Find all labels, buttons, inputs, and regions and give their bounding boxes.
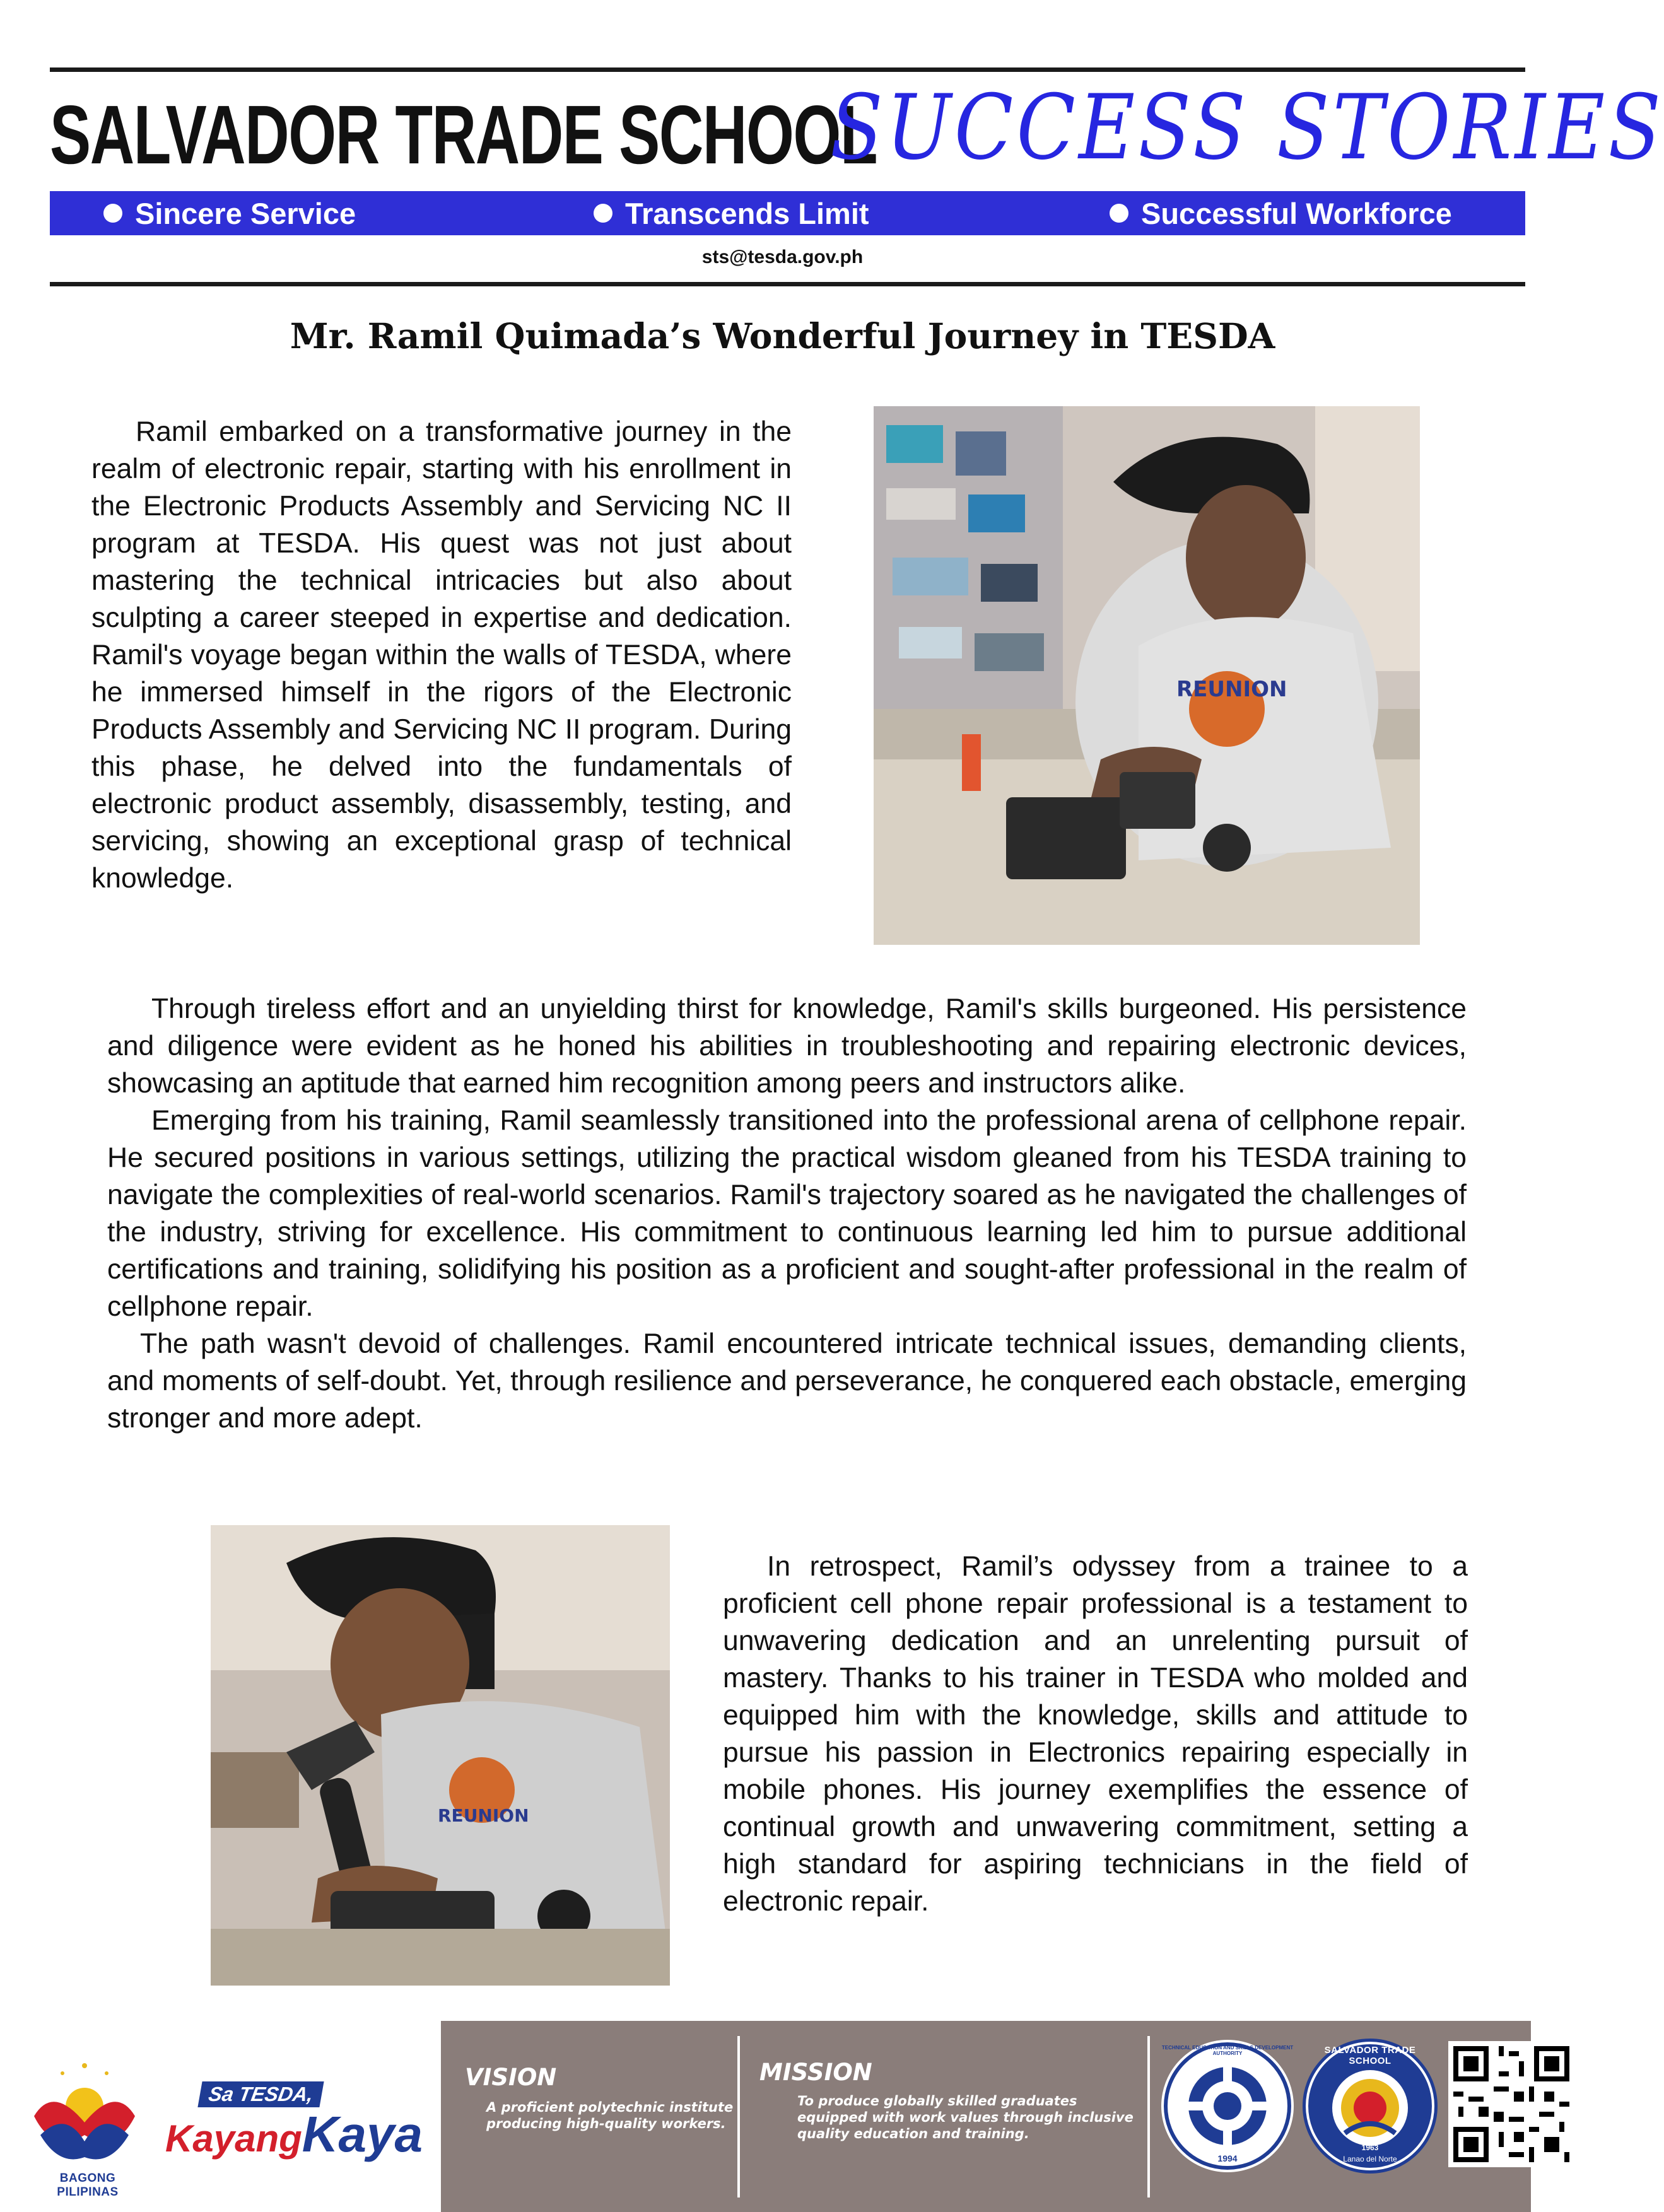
motto-item: Successful Workforce [1110, 196, 1452, 231]
footer-divider [1147, 2036, 1150, 2197]
footer-divider [737, 2036, 740, 2197]
header-bottom-rule [50, 282, 1525, 286]
sts-seal-year: 1963 [1361, 2143, 1379, 2152]
footer-bar [441, 2021, 1531, 2212]
bagong-pilipinas-emblem-icon [28, 2040, 141, 2167]
bullet-icon [1110, 204, 1128, 223]
motto-bar [50, 191, 1525, 235]
shirt-text: REUNION [438, 1805, 529, 1826]
photo-2-illustration [211, 1525, 670, 1986]
intro-paragraph: Ramil embarked on a transformative journey in the realm of electronic repair, starting with his enrollment in the Electronic Products Assembly and Servicing NC II program at TESDA. His quest was not just about mastering the technical intricacies but also about sculpting a career steeped in expertise and dedication. Ramil's voyage began within the walls of TESDA, where he immersed himself in the rigors of the Electronic Products Assembly and Servicing NC II program. During this phase, he delved into the fundamentals of electronic product assembly, disassembly, testing, and servicing, showing an exceptional grasp of technical knowledge. [91, 416, 792, 894]
contact-email[interactable]: sts@tesda.gov.ph [701, 247, 864, 267]
body-paragraph-3: The path wasn't devoid of challenges. Ramil encountered intricate technical issues, demanding clients, and moments of self-doubt. Yet, through resilience and perseverance, he conquered each obstacle, emerging stronger and more adept. [107, 1328, 1467, 1434]
tesda-seal-text: TECHNICAL EDUCATION AND SKILLS DEVELOPMENT AUTHORITY [1161, 2045, 1294, 2056]
kayang-kaya-logo [165, 2081, 437, 2176]
body-text [107, 990, 1467, 1437]
bullet-icon [103, 204, 122, 223]
top-rule [50, 67, 1525, 72]
bagong-pilipinas-label: BAGONG PILIPINAS [57, 2172, 119, 2199]
photo-1-illustration [874, 406, 1420, 945]
body-paragraph-1: Through tireless effort and an unyielding thirst for knowledge, Ramil's skills burgeoned. His persistence and diligence were evident as he honed his abilities in troubleshooting and repairing electronic devices, showcasing an aptitude that earned him recognition among peers and instructors alike. [107, 993, 1467, 1099]
tesda-seal-icon [1161, 2040, 1294, 2172]
qr-code[interactable] [1448, 2041, 1574, 2167]
closing-paragraph: In retrospect, Ramil’s odyssey from a trainee to a proficient cell phone repair professional is a testament to unwavering dedication and an unrelenting pursuit of mastery. Thanks to his trainer in TESDA who molded and equipped him with the knowledge, skills and attitude to pursue his passion in Electronics repairing especially in mobile phones. His journey exemplifies the essence of continual growth and unwavering commitment, setting a high standard for aspiring technicians in the field of electronic repair. [723, 1551, 1468, 1917]
motto-item: Transcends Limit [594, 196, 869, 231]
mission-text: To produce globally skilled graduates equipped with work values through inclusive quality education and training. [797, 2093, 1134, 2141]
tesda-seal-logo [1161, 2040, 1294, 2172]
vision-label: VISION [465, 2064, 557, 2091]
tesda-seal-year: 1994 [1217, 2153, 1238, 2163]
body-paragraph-2: Emerging from his training, Ramil seamlessly transitioned into the professional arena of cellphone repair. He secured positions in various settings, utilizing the practical wisdom gleaned from his TESDA training to navigate the complexities of real-world scenarios. Ramil's trajectory soared as he navigated the challenges of the industry, striving for excellence. His commitment to continuous learning led him to pursue additional certifications and training, solidifying his position as a proficient and sought-after professional in the realm of cellphone repair. [107, 1105, 1467, 1322]
shirt-text: REUNION [1176, 677, 1287, 702]
section-title: SUCCESS STORIES [830, 76, 1664, 180]
qr-code-icon [1448, 2041, 1574, 2167]
sts-seal-subtitle: Lanao del Norte [1343, 2155, 1397, 2163]
vision-text: A proficient polytechnic institute producing high-quality workers. [486, 2100, 734, 2131]
bullet-icon [594, 204, 612, 223]
sts-seal-text: SALVADOR TRADE SCHOOL [1324, 2045, 1416, 2066]
photo-ramil-soldering [211, 1525, 670, 1986]
slogan-big: KayangKaya [165, 2106, 423, 2162]
bagong-pilipinas-logo [28, 2040, 141, 2198]
mission-label: MISSION [759, 2059, 872, 2086]
article-title: Mr. Ramil Quimada’s Wonderful Journey in TESDA [290, 315, 1275, 356]
photo-ramil-repairing-phone [874, 406, 1420, 945]
slogan-small: Sa TESDA, [197, 2081, 324, 2107]
sts-seal-logo [1303, 2039, 1438, 2174]
school-name: SALVADOR TRADE SCHOOL [50, 88, 877, 181]
motto-item: Sincere Service [103, 196, 356, 231]
